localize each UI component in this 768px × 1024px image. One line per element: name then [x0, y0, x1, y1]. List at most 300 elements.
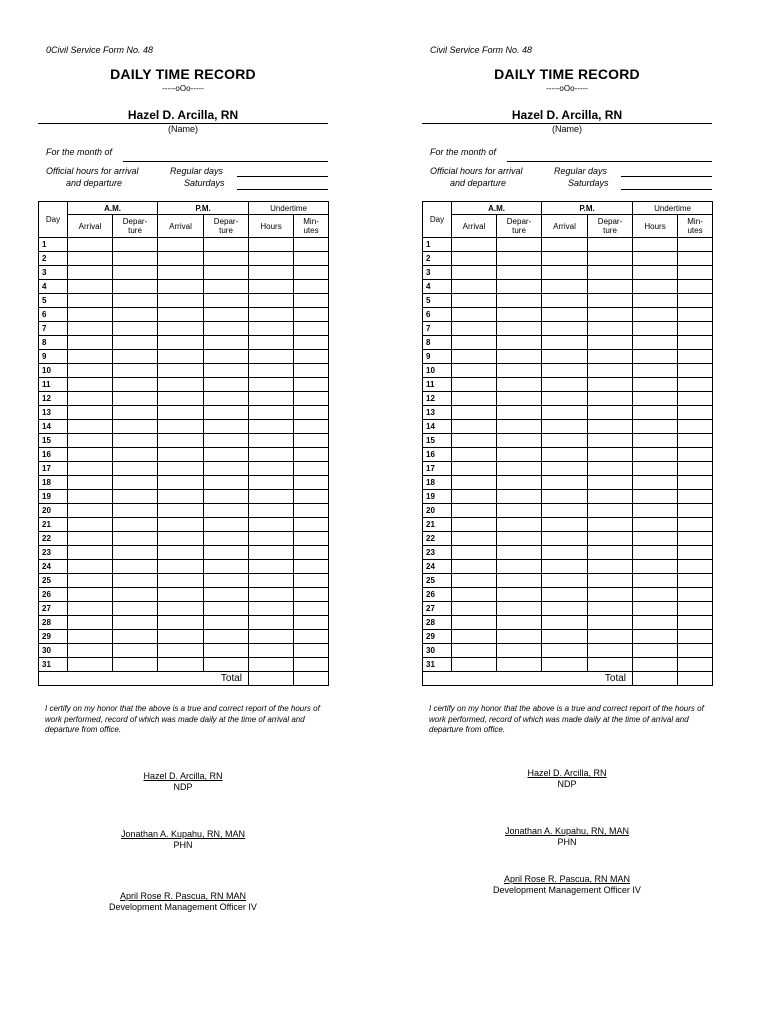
pm-arrival-cell[interactable]: [158, 504, 204, 518]
am-arrival-cell[interactable]: [452, 616, 497, 630]
am-arrival-cell[interactable]: [68, 462, 113, 476]
undertime-hours-cell[interactable]: [633, 658, 678, 672]
pm-arrival-cell[interactable]: [542, 294, 588, 308]
am-arrival-cell[interactable]: [452, 336, 497, 350]
am-arrival-cell[interactable]: [68, 336, 113, 350]
undertime-minutes-cell[interactable]: [678, 294, 713, 308]
undertime-hours-cell[interactable]: [249, 504, 294, 518]
am-departure-cell[interactable]: [497, 308, 542, 322]
am-arrival-cell[interactable]: [452, 546, 497, 560]
undertime-minutes-cell[interactable]: [678, 322, 713, 336]
am-arrival-cell[interactable]: [452, 308, 497, 322]
undertime-hours-cell[interactable]: [249, 406, 294, 420]
undertime-hours-cell[interactable]: [633, 434, 678, 448]
am-departure-cell[interactable]: [497, 644, 542, 658]
pm-departure-cell[interactable]: [204, 406, 249, 420]
pm-arrival-cell[interactable]: [542, 462, 588, 476]
am-arrival-cell[interactable]: [452, 518, 497, 532]
undertime-hours-cell[interactable]: [633, 280, 678, 294]
pm-arrival-cell[interactable]: [158, 518, 204, 532]
undertime-hours-cell[interactable]: [249, 546, 294, 560]
undertime-hours-cell[interactable]: [249, 630, 294, 644]
undertime-hours-cell[interactable]: [633, 350, 678, 364]
pm-arrival-cell[interactable]: [542, 266, 588, 280]
undertime-minutes-cell[interactable]: [294, 308, 329, 322]
am-departure-cell[interactable]: [113, 280, 158, 294]
undertime-minutes-cell[interactable]: [678, 392, 713, 406]
pm-departure-cell[interactable]: [204, 630, 249, 644]
undertime-minutes-cell[interactable]: [678, 574, 713, 588]
pm-arrival-cell[interactable]: [158, 462, 204, 476]
undertime-hours-cell[interactable]: [633, 462, 678, 476]
pm-arrival-cell[interactable]: [542, 630, 588, 644]
pm-arrival-cell[interactable]: [158, 350, 204, 364]
undertime-hours-cell[interactable]: [249, 434, 294, 448]
pm-departure-cell[interactable]: [588, 490, 633, 504]
am-departure-cell[interactable]: [497, 280, 542, 294]
pm-departure-cell[interactable]: [204, 616, 249, 630]
undertime-minutes-cell[interactable]: [294, 392, 329, 406]
pm-departure-cell[interactable]: [588, 252, 633, 266]
pm-departure-cell[interactable]: [588, 322, 633, 336]
pm-arrival-cell[interactable]: [158, 420, 204, 434]
am-arrival-cell[interactable]: [452, 434, 497, 448]
undertime-minutes-cell[interactable]: [294, 644, 329, 658]
am-departure-cell[interactable]: [497, 420, 542, 434]
pm-departure-cell[interactable]: [204, 392, 249, 406]
am-arrival-cell[interactable]: [452, 350, 497, 364]
undertime-minutes-cell[interactable]: [294, 406, 329, 420]
am-departure-cell[interactable]: [113, 616, 158, 630]
am-arrival-cell[interactable]: [68, 252, 113, 266]
pm-arrival-cell[interactable]: [158, 658, 204, 672]
pm-departure-cell[interactable]: [588, 602, 633, 616]
undertime-minutes-cell[interactable]: [294, 420, 329, 434]
am-arrival-cell[interactable]: [68, 238, 113, 252]
pm-departure-cell[interactable]: [588, 616, 633, 630]
pm-departure-cell[interactable]: [588, 294, 633, 308]
pm-departure-cell[interactable]: [204, 574, 249, 588]
am-departure-cell[interactable]: [497, 434, 542, 448]
pm-arrival-cell[interactable]: [542, 658, 588, 672]
am-arrival-cell[interactable]: [68, 364, 113, 378]
pm-departure-cell[interactable]: [588, 658, 633, 672]
undertime-hours-cell[interactable]: [633, 238, 678, 252]
pm-departure-cell[interactable]: [588, 448, 633, 462]
undertime-hours-cell[interactable]: [633, 420, 678, 434]
am-arrival-cell[interactable]: [68, 350, 113, 364]
undertime-minutes-cell[interactable]: [678, 476, 713, 490]
pm-arrival-cell[interactable]: [158, 322, 204, 336]
pm-departure-cell[interactable]: [204, 532, 249, 546]
pm-departure-cell[interactable]: [204, 546, 249, 560]
am-departure-cell[interactable]: [497, 252, 542, 266]
am-departure-cell[interactable]: [113, 490, 158, 504]
am-arrival-cell[interactable]: [452, 532, 497, 546]
undertime-hours-cell[interactable]: [249, 476, 294, 490]
pm-arrival-cell[interactable]: [158, 574, 204, 588]
pm-arrival-cell[interactable]: [158, 308, 204, 322]
pm-departure-cell[interactable]: [588, 406, 633, 420]
am-departure-cell[interactable]: [497, 266, 542, 280]
am-arrival-cell[interactable]: [68, 434, 113, 448]
pm-arrival-cell[interactable]: [158, 266, 204, 280]
undertime-hours-cell[interactable]: [633, 364, 678, 378]
am-departure-cell[interactable]: [497, 602, 542, 616]
undertime-hours-cell[interactable]: [633, 644, 678, 658]
undertime-hours-cell[interactable]: [249, 294, 294, 308]
undertime-minutes-cell[interactable]: [294, 658, 329, 672]
am-departure-cell[interactable]: [113, 434, 158, 448]
pm-departure-cell[interactable]: [588, 574, 633, 588]
undertime-minutes-cell[interactable]: [678, 280, 713, 294]
am-arrival-cell[interactable]: [68, 560, 113, 574]
am-arrival-cell[interactable]: [452, 392, 497, 406]
undertime-hours-cell[interactable]: [633, 490, 678, 504]
am-departure-cell[interactable]: [497, 588, 542, 602]
undertime-minutes-cell[interactable]: [294, 434, 329, 448]
undertime-hours-cell[interactable]: [633, 546, 678, 560]
undertime-minutes-cell[interactable]: [294, 630, 329, 644]
undertime-minutes-cell[interactable]: [678, 588, 713, 602]
undertime-minutes-cell[interactable]: [678, 266, 713, 280]
undertime-hours-cell[interactable]: [249, 644, 294, 658]
pm-arrival-cell[interactable]: [542, 644, 588, 658]
undertime-hours-cell[interactable]: [249, 336, 294, 350]
am-arrival-cell[interactable]: [452, 448, 497, 462]
undertime-hours-cell[interactable]: [633, 308, 678, 322]
undertime-minutes-cell[interactable]: [678, 406, 713, 420]
pm-arrival-cell[interactable]: [542, 476, 588, 490]
pm-arrival-cell[interactable]: [158, 406, 204, 420]
pm-departure-cell[interactable]: [204, 378, 249, 392]
undertime-hours-cell[interactable]: [633, 532, 678, 546]
pm-arrival-cell[interactable]: [542, 336, 588, 350]
undertime-hours-cell[interactable]: [633, 560, 678, 574]
undertime-minutes-cell[interactable]: [294, 560, 329, 574]
am-arrival-cell[interactable]: [452, 378, 497, 392]
am-arrival-cell[interactable]: [68, 476, 113, 490]
pm-arrival-cell[interactable]: [158, 364, 204, 378]
am-arrival-cell[interactable]: [68, 574, 113, 588]
undertime-minutes-cell[interactable]: [294, 532, 329, 546]
pm-departure-cell[interactable]: [588, 630, 633, 644]
am-departure-cell[interactable]: [497, 518, 542, 532]
pm-departure-cell[interactable]: [588, 378, 633, 392]
pm-arrival-cell[interactable]: [158, 448, 204, 462]
pm-arrival-cell[interactable]: [542, 504, 588, 518]
undertime-minutes-cell[interactable]: [678, 504, 713, 518]
am-arrival-cell[interactable]: [452, 280, 497, 294]
undertime-minutes-cell[interactable]: [294, 294, 329, 308]
pm-arrival-cell[interactable]: [158, 294, 204, 308]
am-departure-cell[interactable]: [113, 378, 158, 392]
am-arrival-cell[interactable]: [452, 602, 497, 616]
am-arrival-cell[interactable]: [452, 560, 497, 574]
pm-arrival-cell[interactable]: [542, 588, 588, 602]
undertime-minutes-cell[interactable]: [294, 546, 329, 560]
undertime-minutes-cell[interactable]: [678, 518, 713, 532]
pm-arrival-cell[interactable]: [542, 602, 588, 616]
pm-departure-cell[interactable]: [588, 336, 633, 350]
am-arrival-cell[interactable]: [68, 406, 113, 420]
am-arrival-cell[interactable]: [68, 532, 113, 546]
undertime-minutes-cell[interactable]: [294, 322, 329, 336]
undertime-hours-cell[interactable]: [249, 588, 294, 602]
undertime-minutes-cell[interactable]: [294, 364, 329, 378]
am-departure-cell[interactable]: [113, 644, 158, 658]
am-departure-cell[interactable]: [497, 532, 542, 546]
pm-departure-cell[interactable]: [588, 518, 633, 532]
pm-departure-cell[interactable]: [204, 602, 249, 616]
undertime-minutes-cell[interactable]: [678, 420, 713, 434]
pm-arrival-cell[interactable]: [542, 322, 588, 336]
undertime-hours-cell[interactable]: [249, 308, 294, 322]
pm-arrival-cell[interactable]: [542, 546, 588, 560]
am-departure-cell[interactable]: [113, 406, 158, 420]
undertime-minutes-cell[interactable]: [678, 658, 713, 672]
pm-arrival-cell[interactable]: [542, 560, 588, 574]
am-departure-cell[interactable]: [497, 546, 542, 560]
pm-departure-cell[interactable]: [204, 504, 249, 518]
am-arrival-cell[interactable]: [452, 630, 497, 644]
undertime-hours-cell[interactable]: [633, 602, 678, 616]
pm-arrival-cell[interactable]: [542, 420, 588, 434]
pm-arrival-cell[interactable]: [542, 378, 588, 392]
pm-departure-cell[interactable]: [204, 644, 249, 658]
undertime-hours-cell[interactable]: [249, 392, 294, 406]
am-departure-cell[interactable]: [113, 238, 158, 252]
undertime-hours-cell[interactable]: [633, 476, 678, 490]
undertime-hours-cell[interactable]: [249, 378, 294, 392]
am-departure-cell[interactable]: [497, 574, 542, 588]
undertime-hours-cell[interactable]: [633, 518, 678, 532]
pm-arrival-cell[interactable]: [542, 532, 588, 546]
undertime-hours-cell[interactable]: [249, 322, 294, 336]
pm-arrival-cell[interactable]: [158, 532, 204, 546]
am-departure-cell[interactable]: [113, 392, 158, 406]
pm-departure-cell[interactable]: [588, 504, 633, 518]
am-departure-cell[interactable]: [113, 546, 158, 560]
undertime-minutes-cell[interactable]: [678, 630, 713, 644]
am-arrival-cell[interactable]: [452, 574, 497, 588]
undertime-minutes-cell[interactable]: [678, 546, 713, 560]
am-arrival-cell[interactable]: [68, 630, 113, 644]
am-departure-cell[interactable]: [113, 476, 158, 490]
pm-departure-cell[interactable]: [588, 644, 633, 658]
pm-arrival-cell[interactable]: [158, 490, 204, 504]
am-departure-cell[interactable]: [113, 588, 158, 602]
pm-departure-cell[interactable]: [204, 448, 249, 462]
pm-departure-cell[interactable]: [204, 280, 249, 294]
pm-departure-cell[interactable]: [204, 588, 249, 602]
undertime-minutes-cell[interactable]: [678, 308, 713, 322]
pm-arrival-cell[interactable]: [158, 476, 204, 490]
undertime-minutes-cell[interactable]: [294, 574, 329, 588]
pm-departure-cell[interactable]: [204, 294, 249, 308]
am-arrival-cell[interactable]: [452, 644, 497, 658]
am-arrival-cell[interactable]: [68, 658, 113, 672]
pm-departure-cell[interactable]: [588, 560, 633, 574]
am-arrival-cell[interactable]: [452, 322, 497, 336]
undertime-hours-cell[interactable]: [249, 238, 294, 252]
am-departure-cell[interactable]: [113, 560, 158, 574]
undertime-minutes-cell[interactable]: [678, 378, 713, 392]
am-arrival-cell[interactable]: [68, 602, 113, 616]
am-arrival-cell[interactable]: [68, 266, 113, 280]
am-departure-cell[interactable]: [113, 462, 158, 476]
saturdays-field[interactable]: [237, 189, 328, 190]
pm-departure-cell[interactable]: [204, 336, 249, 350]
am-departure-cell[interactable]: [497, 392, 542, 406]
undertime-hours-cell[interactable]: [249, 462, 294, 476]
am-departure-cell[interactable]: [113, 252, 158, 266]
am-departure-cell[interactable]: [113, 504, 158, 518]
undertime-hours-cell[interactable]: [633, 406, 678, 420]
am-arrival-cell[interactable]: [68, 420, 113, 434]
am-arrival-cell[interactable]: [452, 658, 497, 672]
undertime-hours-cell[interactable]: [249, 280, 294, 294]
undertime-minutes-cell[interactable]: [678, 490, 713, 504]
undertime-hours-cell[interactable]: [633, 504, 678, 518]
am-arrival-cell[interactable]: [452, 364, 497, 378]
am-arrival-cell[interactable]: [68, 322, 113, 336]
am-arrival-cell[interactable]: [452, 588, 497, 602]
undertime-minutes-cell[interactable]: [678, 616, 713, 630]
pm-departure-cell[interactable]: [204, 322, 249, 336]
am-departure-cell[interactable]: [497, 476, 542, 490]
undertime-hours-cell[interactable]: [249, 532, 294, 546]
am-arrival-cell[interactable]: [68, 518, 113, 532]
undertime-minutes-cell[interactable]: [678, 350, 713, 364]
am-departure-cell[interactable]: [113, 322, 158, 336]
undertime-hours-cell[interactable]: [249, 518, 294, 532]
pm-departure-cell[interactable]: [204, 238, 249, 252]
pm-departure-cell[interactable]: [204, 420, 249, 434]
undertime-minutes-cell[interactable]: [678, 252, 713, 266]
undertime-hours-cell[interactable]: [249, 490, 294, 504]
undertime-minutes-cell[interactable]: [294, 504, 329, 518]
pm-arrival-cell[interactable]: [542, 406, 588, 420]
am-arrival-cell[interactable]: [452, 420, 497, 434]
am-departure-cell[interactable]: [497, 364, 542, 378]
am-arrival-cell[interactable]: [68, 616, 113, 630]
pm-departure-cell[interactable]: [204, 252, 249, 266]
undertime-minutes-cell[interactable]: [294, 378, 329, 392]
undertime-minutes-cell[interactable]: [678, 644, 713, 658]
undertime-minutes-cell[interactable]: [678, 602, 713, 616]
am-departure-cell[interactable]: [497, 336, 542, 350]
am-arrival-cell[interactable]: [68, 392, 113, 406]
regular-days-field[interactable]: [621, 176, 712, 177]
undertime-hours-cell[interactable]: [249, 364, 294, 378]
undertime-minutes-cell[interactable]: [678, 238, 713, 252]
undertime-hours-cell[interactable]: [249, 560, 294, 574]
am-departure-cell[interactable]: [497, 448, 542, 462]
pm-arrival-cell[interactable]: [158, 392, 204, 406]
am-arrival-cell[interactable]: [452, 476, 497, 490]
am-departure-cell[interactable]: [497, 616, 542, 630]
am-departure-cell[interactable]: [113, 630, 158, 644]
pm-arrival-cell[interactable]: [158, 602, 204, 616]
undertime-hours-cell[interactable]: [633, 378, 678, 392]
undertime-minutes-cell[interactable]: [294, 490, 329, 504]
am-arrival-cell[interactable]: [68, 644, 113, 658]
am-departure-cell[interactable]: [497, 350, 542, 364]
am-arrival-cell[interactable]: [452, 406, 497, 420]
am-arrival-cell[interactable]: [452, 266, 497, 280]
undertime-minutes-cell[interactable]: [294, 518, 329, 532]
am-arrival-cell[interactable]: [452, 252, 497, 266]
am-arrival-cell[interactable]: [452, 462, 497, 476]
pm-departure-cell[interactable]: [204, 518, 249, 532]
am-departure-cell[interactable]: [113, 574, 158, 588]
pm-arrival-cell[interactable]: [542, 280, 588, 294]
undertime-minutes-cell[interactable]: [294, 266, 329, 280]
am-arrival-cell[interactable]: [68, 588, 113, 602]
am-departure-cell[interactable]: [113, 532, 158, 546]
pm-arrival-cell[interactable]: [542, 434, 588, 448]
am-departure-cell[interactable]: [113, 308, 158, 322]
pm-arrival-cell[interactable]: [158, 546, 204, 560]
am-departure-cell[interactable]: [497, 238, 542, 252]
total-minutes-cell[interactable]: [294, 672, 329, 686]
pm-arrival-cell[interactable]: [158, 644, 204, 658]
pm-departure-cell[interactable]: [204, 434, 249, 448]
pm-arrival-cell[interactable]: [542, 448, 588, 462]
pm-departure-cell[interactable]: [588, 546, 633, 560]
undertime-minutes-cell[interactable]: [294, 602, 329, 616]
pm-arrival-cell[interactable]: [542, 616, 588, 630]
am-departure-cell[interactable]: [497, 378, 542, 392]
pm-departure-cell[interactable]: [588, 392, 633, 406]
undertime-hours-cell[interactable]: [249, 616, 294, 630]
pm-arrival-cell[interactable]: [542, 350, 588, 364]
am-departure-cell[interactable]: [497, 462, 542, 476]
pm-departure-cell[interactable]: [588, 420, 633, 434]
month-field[interactable]: [507, 161, 712, 162]
am-arrival-cell[interactable]: [68, 280, 113, 294]
undertime-minutes-cell[interactable]: [294, 336, 329, 350]
undertime-hours-cell[interactable]: [633, 616, 678, 630]
am-departure-cell[interactable]: [113, 350, 158, 364]
am-departure-cell[interactable]: [497, 560, 542, 574]
am-departure-cell[interactable]: [113, 364, 158, 378]
total-hours-cell[interactable]: [249, 672, 294, 686]
undertime-minutes-cell[interactable]: [294, 462, 329, 476]
undertime-minutes-cell[interactable]: [678, 364, 713, 378]
undertime-minutes-cell[interactable]: [294, 252, 329, 266]
undertime-hours-cell[interactable]: [633, 266, 678, 280]
am-arrival-cell[interactable]: [452, 294, 497, 308]
month-field[interactable]: [123, 161, 328, 162]
undertime-hours-cell[interactable]: [633, 588, 678, 602]
undertime-hours-cell[interactable]: [633, 322, 678, 336]
pm-departure-cell[interactable]: [588, 588, 633, 602]
pm-arrival-cell[interactable]: [542, 308, 588, 322]
pm-departure-cell[interactable]: [588, 476, 633, 490]
pm-departure-cell[interactable]: [204, 350, 249, 364]
pm-departure-cell[interactable]: [204, 308, 249, 322]
pm-departure-cell[interactable]: [588, 364, 633, 378]
pm-arrival-cell[interactable]: [542, 392, 588, 406]
am-departure-cell[interactable]: [497, 406, 542, 420]
pm-departure-cell[interactable]: [588, 238, 633, 252]
undertime-hours-cell[interactable]: [633, 252, 678, 266]
undertime-minutes-cell[interactable]: [294, 448, 329, 462]
am-arrival-cell[interactable]: [452, 238, 497, 252]
undertime-hours-cell[interactable]: [249, 252, 294, 266]
